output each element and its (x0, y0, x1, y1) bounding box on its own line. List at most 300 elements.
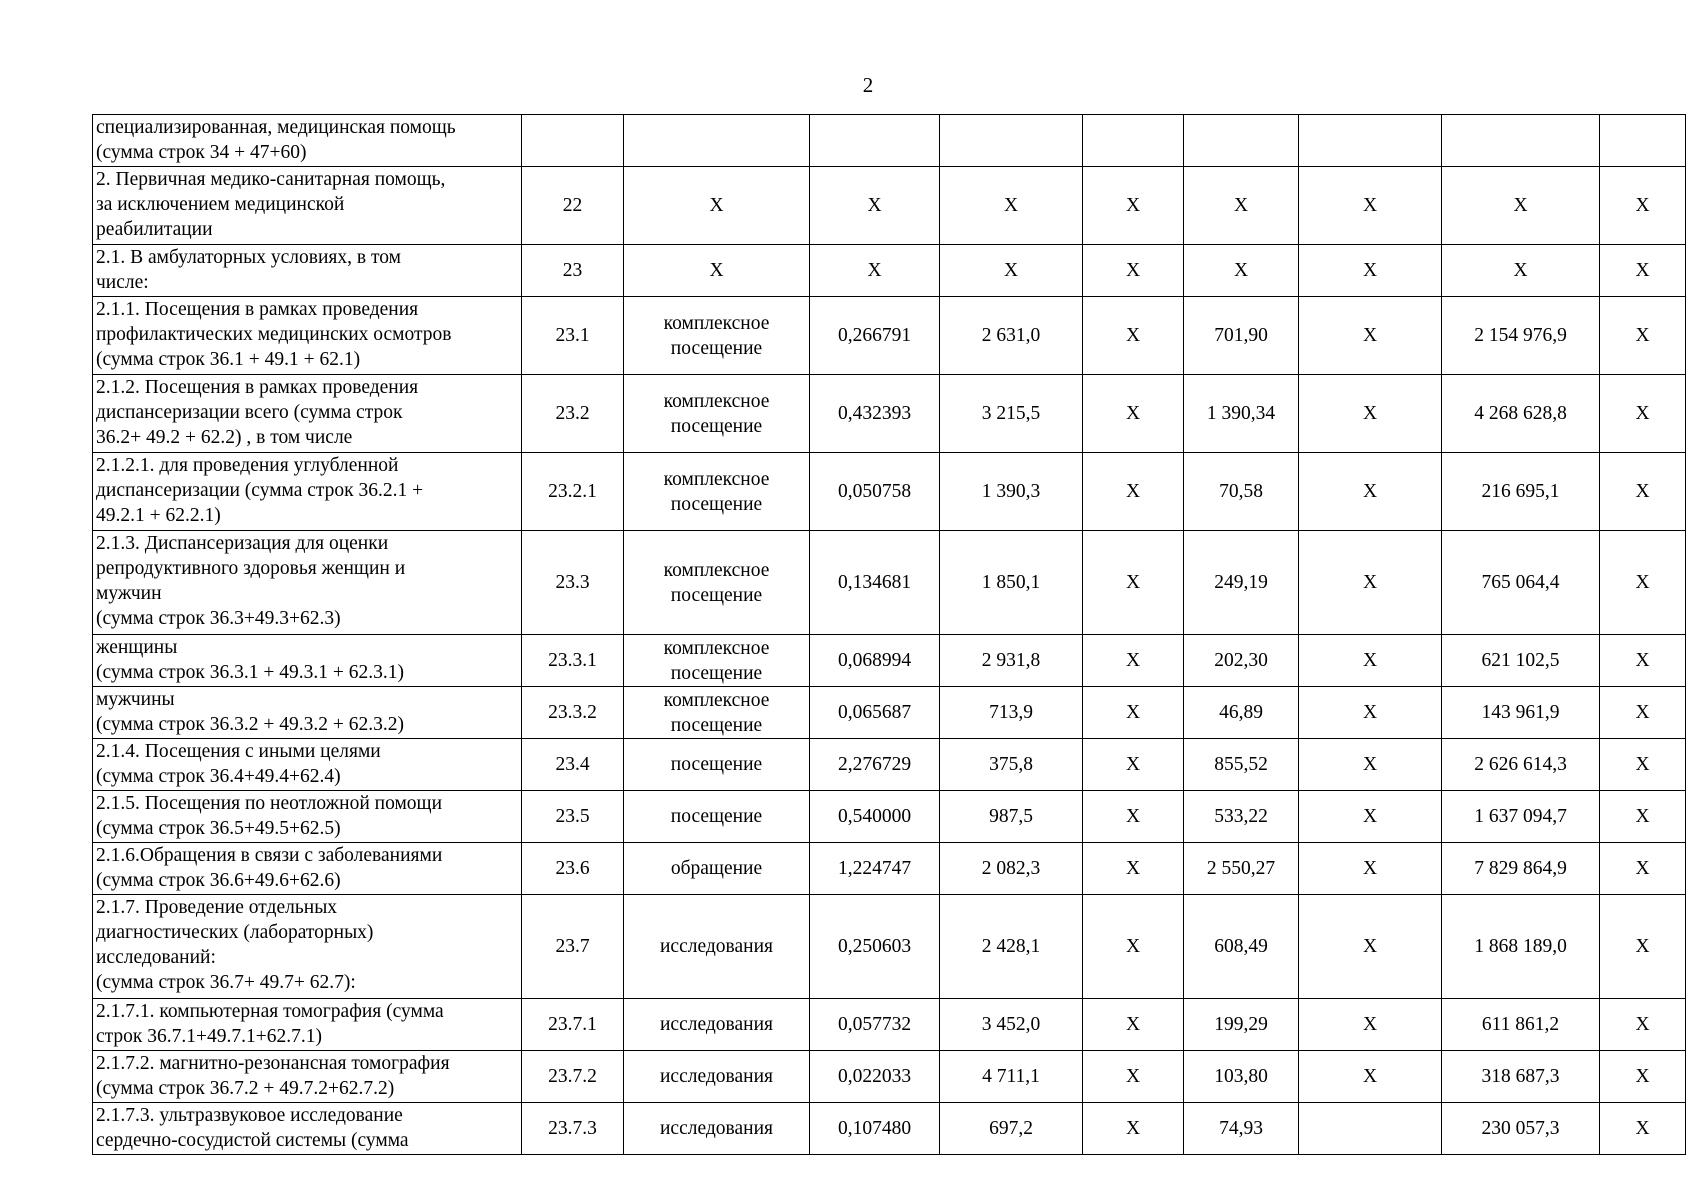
row-unit: комплексное посещение (663, 559, 770, 606)
row-code: 23.7.2 (548, 1066, 597, 1087)
row-value-4: 2 082,3 (981, 858, 1041, 879)
row-value-8: 765 064,4 (1481, 572, 1560, 593)
row-code-cell (522, 1103, 624, 1155)
row-value-6: 533,22 (1214, 806, 1268, 827)
row-value-9: Х (1635, 1014, 1650, 1035)
row-code-cell (522, 1051, 624, 1103)
row-value-6: 74,93 (1219, 1118, 1263, 1139)
row-code: 23.5 (555, 806, 590, 827)
row-unit: исследования (660, 1014, 773, 1035)
row-code-cell (522, 895, 624, 999)
row-value-4-cell (940, 245, 1083, 297)
row-name: 2.1.7.1. компьютерная томография (сумма строк 36.7.1+49.7.1+62.7.1) (96, 1001, 444, 1047)
row-value-8-cell (1442, 115, 1600, 167)
row-value-5-cell (1083, 245, 1184, 297)
row-value-5-cell (1083, 999, 1184, 1051)
row-value-3: 0,057732 (837, 1014, 912, 1035)
row-value-7: Х (1362, 1066, 1378, 1087)
row-value-6-cell (1184, 245, 1299, 297)
row-unit: обращение (670, 858, 763, 879)
row-unit: посещение (670, 806, 763, 827)
row-value-7: Х (1362, 858, 1378, 879)
row-unit-cell (624, 453, 810, 531)
table-row (93, 739, 1686, 791)
row-value-4: 1 390,3 (981, 481, 1041, 502)
row-value-3-cell (810, 245, 940, 297)
row-value-4: 4 711,1 (982, 1066, 1040, 1087)
row-value-7-cell (1299, 115, 1442, 167)
row-name-cell (93, 843, 522, 895)
row-value-5: Х (1125, 858, 1141, 879)
row-unit-cell (624, 375, 810, 453)
row-value-9-cell (1600, 1051, 1686, 1103)
row-value-3-cell (810, 115, 940, 167)
row-value-9-cell (1600, 739, 1686, 791)
row-value-5: Х (1125, 650, 1141, 671)
row-value-5: Х (1125, 1014, 1141, 1035)
row-value-4-cell (940, 453, 1083, 531)
row-value-8-cell (1442, 739, 1600, 791)
row-unit: исследования (660, 936, 773, 957)
row-unit: исследования (660, 1118, 773, 1139)
row-value-8: 2 154 976,9 (1474, 325, 1567, 346)
row-name: 2.1.1. Посещения в рамках проведения профилактических медицинских осмотров (сумма строк 36.1 + 49.1 + 62.1) (96, 299, 452, 370)
row-unit-cell (624, 895, 810, 999)
row-name-cell (93, 687, 522, 739)
row-value-4-cell (940, 791, 1083, 843)
row-value-8: 7 829 864,9 (1474, 858, 1567, 879)
row-value-7: Х (1362, 806, 1378, 827)
row-value-5: Х (1125, 572, 1141, 593)
row-name: 2.1.7.3. ультразвуковое исследование сердечно-сосудистой системы (сумма (96, 1105, 409, 1151)
row-code: 23 (562, 260, 583, 281)
row-value-3: 0,250603 (837, 936, 912, 957)
row-value-6: 70,58 (1219, 481, 1263, 502)
row-value-4-cell (940, 635, 1083, 687)
row-unit-cell (624, 635, 810, 687)
row-value-3: 2,276729 (837, 754, 912, 775)
row-value-7-cell (1299, 999, 1442, 1051)
row-code: 23.3.2 (548, 702, 597, 723)
row-value-3-cell (810, 999, 940, 1051)
row-value-3: 0,022033 (837, 1066, 912, 1087)
row-value-5-cell (1083, 895, 1184, 999)
row-unit-cell (624, 297, 810, 375)
row-value-4: 713,9 (989, 702, 1033, 723)
row-value-5-cell (1083, 635, 1184, 687)
row-value-6-cell (1184, 1051, 1299, 1103)
table-row (93, 167, 1686, 245)
row-value-3: 1,224747 (837, 858, 912, 879)
row-value-8: 611 861,2 (1481, 1014, 1560, 1035)
row-value-3: 0,065687 (837, 702, 912, 723)
table-row (93, 687, 1686, 739)
row-value-5: Х (1125, 325, 1141, 346)
row-value-5-cell (1083, 843, 1184, 895)
row-value-9-cell (1600, 635, 1686, 687)
row-value-4: 697,2 (989, 1118, 1033, 1139)
row-value-9-cell (1600, 167, 1686, 245)
row-code: 23.6 (555, 858, 590, 879)
row-value-5-cell (1083, 739, 1184, 791)
row-value-4: 2 428,1 (981, 936, 1041, 957)
row-value-6-cell (1184, 635, 1299, 687)
row-value-9-cell (1600, 531, 1686, 635)
row-value-7-cell (1299, 245, 1442, 297)
row-value-3: 0,068994 (837, 650, 912, 671)
row-unit: комплексное посещение (663, 468, 770, 515)
row-value-7-cell (1299, 895, 1442, 999)
row-unit: Х (709, 260, 724, 281)
row-value-3-cell (810, 739, 940, 791)
row-value-8-cell (1442, 297, 1600, 375)
row-value-8-cell (1442, 999, 1600, 1051)
row-value-5: Х (1125, 403, 1141, 424)
row-value-5: Х (1125, 195, 1141, 216)
row-value-6: 202,30 (1214, 650, 1268, 671)
row-value-9: Х (1635, 403, 1650, 424)
row-value-9: Х (1635, 481, 1650, 502)
table-row (93, 635, 1686, 687)
row-name-cell (93, 999, 522, 1051)
row-unit-cell (624, 791, 810, 843)
row-value-8: 216 695,1 (1481, 481, 1560, 502)
row-name-cell (93, 375, 522, 453)
row-name: 2.1.7. Проведение отдельных диагностических (лабораторных) исследований: (сумма строк 36.7+ 49.7+ 62.7): (96, 897, 374, 993)
row-value-7-cell (1299, 791, 1442, 843)
row-value-3-cell (810, 297, 940, 375)
row-name-cell (93, 895, 522, 999)
row-value-8-cell (1442, 245, 1600, 297)
row-value-4: 987,5 (989, 806, 1033, 827)
row-value-9-cell (1600, 791, 1686, 843)
row-value-6-cell (1184, 531, 1299, 635)
row-value-5: Х (1125, 1118, 1141, 1139)
row-unit-cell (624, 245, 810, 297)
row-value-3-cell (810, 167, 940, 245)
row-name-cell (93, 739, 522, 791)
row-value-6-cell (1184, 895, 1299, 999)
row-value-5: Х (1125, 936, 1141, 957)
row-value-6-cell (1184, 1103, 1299, 1155)
row-value-5-cell (1083, 791, 1184, 843)
table-row (93, 843, 1686, 895)
row-name: 2. Первичная медико-санитарная помощь, за исключением медицинской реабилитации (96, 169, 446, 240)
row-value-7: Х (1362, 260, 1378, 281)
row-value-9-cell (1600, 895, 1686, 999)
row-value-7-cell (1299, 297, 1442, 375)
table-row (93, 999, 1686, 1051)
row-value-6: 249,19 (1214, 572, 1268, 593)
row-name-cell (93, 531, 522, 635)
row-name-cell (93, 791, 522, 843)
row-code-cell (522, 687, 624, 739)
table-row (93, 115, 1686, 167)
row-value-4-cell (940, 297, 1083, 375)
row-value-7-cell (1299, 635, 1442, 687)
row-value-5: Х (1125, 481, 1141, 502)
row-value-4: 1 850,1 (981, 572, 1041, 593)
row-unit: посещение (670, 754, 763, 775)
row-code-cell (522, 739, 624, 791)
row-value-4-cell (940, 843, 1083, 895)
row-value-6-cell (1184, 167, 1299, 245)
row-value-8: 4 268 628,8 (1474, 403, 1567, 424)
row-value-3: 0,540000 (837, 806, 912, 827)
row-value-7: Х (1362, 702, 1378, 723)
row-value-8-cell (1442, 531, 1600, 635)
row-value-3-cell (810, 375, 940, 453)
row-unit: комплексное посещение (663, 689, 770, 736)
row-code-cell (522, 375, 624, 453)
row-name: 2.1. В амбулаторных условиях, в том числе: (96, 247, 401, 293)
row-value-7: Х (1362, 481, 1378, 502)
table-row (93, 1103, 1686, 1155)
row-value-9: Х (1635, 858, 1650, 879)
row-value-9-cell (1600, 297, 1686, 375)
row-value-6-cell (1184, 687, 1299, 739)
row-value-9-cell (1600, 453, 1686, 531)
row-value-8: Х (1513, 195, 1528, 216)
row-name: мужчины (сумма строк 36.3.2 + 49.3.2 + 62.3.2) (96, 689, 404, 735)
row-value-8-cell (1442, 167, 1600, 245)
row-value-9: Х (1635, 195, 1650, 216)
row-value-7-cell (1299, 843, 1442, 895)
row-value-6: 103,80 (1214, 1066, 1268, 1087)
row-value-9-cell (1600, 687, 1686, 739)
row-value-4-cell (940, 1103, 1083, 1155)
table-row (93, 531, 1686, 635)
table-row (93, 245, 1686, 297)
row-value-6-cell (1184, 739, 1299, 791)
row-value-5: Х (1125, 1066, 1141, 1087)
row-value-9-cell (1600, 1103, 1686, 1155)
row-name: 2.1.6.Обращения в связи с заболеваниями (сумма строк 36.6+49.6+62.6) (96, 845, 443, 891)
row-value-3-cell (810, 1103, 940, 1155)
row-value-8: 143 961,9 (1481, 702, 1560, 723)
row-value-9-cell (1600, 999, 1686, 1051)
row-name-cell (93, 115, 522, 167)
row-value-6: 199,29 (1214, 1014, 1268, 1035)
row-value-8: 2 626 614,3 (1474, 754, 1567, 775)
row-value-6-cell (1184, 791, 1299, 843)
row-unit: комплексное посещение (663, 390, 770, 437)
row-value-4: 375,8 (989, 754, 1033, 775)
row-value-3-cell (810, 453, 940, 531)
row-value-7: Х (1362, 1014, 1378, 1035)
row-value-7: Х (1362, 754, 1378, 775)
row-value-8-cell (1442, 635, 1600, 687)
row-value-4-cell (940, 999, 1083, 1051)
row-value-6: 46,89 (1219, 702, 1263, 723)
row-value-9-cell (1600, 115, 1686, 167)
row-value-7-cell (1299, 375, 1442, 453)
row-value-8-cell (1442, 895, 1600, 999)
row-code: 23.1 (555, 325, 590, 346)
row-code-cell (522, 245, 624, 297)
row-name-cell (93, 1051, 522, 1103)
row-value-5: Х (1125, 702, 1141, 723)
row-value-9: Х (1635, 702, 1650, 723)
row-value-7-cell (1299, 1051, 1442, 1103)
page-number: 2 (862, 73, 874, 97)
row-value-8: 230 057,3 (1481, 1118, 1560, 1139)
row-value-4: 2 931,8 (981, 650, 1041, 671)
row-value-3: 0,107480 (837, 1118, 912, 1139)
row-unit-cell (624, 167, 810, 245)
row-value-5-cell (1083, 1051, 1184, 1103)
row-value-8-cell (1442, 375, 1600, 453)
row-value-4-cell (940, 895, 1083, 999)
row-value-9: Х (1635, 325, 1650, 346)
row-value-4-cell (940, 739, 1083, 791)
row-value-4: Х (1003, 260, 1019, 281)
row-code-cell (522, 843, 624, 895)
row-value-3: 0,432393 (837, 403, 912, 424)
row-unit: Х (709, 195, 724, 216)
row-value-9-cell (1600, 375, 1686, 453)
row-code-cell (522, 635, 624, 687)
row-value-5-cell (1083, 375, 1184, 453)
row-value-7: Х (1362, 195, 1378, 216)
row-value-9: Х (1635, 260, 1650, 281)
row-unit-cell (624, 687, 810, 739)
row-value-6-cell (1184, 297, 1299, 375)
row-code: 23.4 (555, 754, 590, 775)
row-code-cell (522, 115, 624, 167)
row-value-3-cell (810, 1051, 940, 1103)
row-name-cell (93, 1103, 522, 1155)
row-value-4: 2 631,0 (981, 325, 1041, 346)
row-value-4-cell (940, 531, 1083, 635)
row-value-9-cell (1600, 843, 1686, 895)
row-value-3: 0,266791 (837, 325, 912, 346)
row-value-9: Х (1635, 936, 1650, 957)
row-value-8-cell (1442, 1051, 1600, 1103)
row-value-7-cell (1299, 531, 1442, 635)
row-code: 23.7.1 (548, 1014, 597, 1035)
row-value-4-cell (940, 375, 1083, 453)
row-name-cell (93, 297, 522, 375)
row-value-8-cell (1442, 453, 1600, 531)
row-value-7: Х (1362, 650, 1378, 671)
row-unit-cell (624, 999, 810, 1051)
row-value-4-cell (940, 115, 1083, 167)
row-name: 2.1.5. Посещения по неотложной помощи (сумма строк 36.5+49.5+62.5) (96, 793, 443, 839)
row-code: 23.2.1 (548, 481, 597, 502)
row-value-9: Х (1635, 572, 1650, 593)
row-unit: исследования (660, 1066, 773, 1087)
row-code: 23.7.3 (548, 1118, 597, 1139)
row-value-3: 0,134681 (837, 572, 912, 593)
row-value-5-cell (1083, 167, 1184, 245)
row-value-3-cell (810, 687, 940, 739)
row-value-3-cell (810, 635, 940, 687)
row-value-3: Х (867, 195, 882, 216)
row-value-8: 1 637 094,7 (1474, 806, 1567, 827)
row-value-6: 608,49 (1214, 936, 1268, 957)
row-value-6-cell (1184, 375, 1299, 453)
row-code-cell (522, 791, 624, 843)
row-name-cell (93, 245, 522, 297)
row-value-5-cell (1083, 531, 1184, 635)
row-name: 2.1.7.2. магнитно-резонансная томография (сумма строк 36.7.2 + 49.7.2+62.7.2) (96, 1053, 450, 1099)
row-value-8-cell (1442, 687, 1600, 739)
row-value-7-cell (1299, 739, 1442, 791)
row-unit-cell (624, 739, 810, 791)
row-value-3-cell (810, 791, 940, 843)
row-value-9: Х (1635, 1118, 1650, 1139)
table-row (93, 1051, 1686, 1103)
row-value-9: Х (1635, 806, 1650, 827)
row-value-3-cell (810, 843, 940, 895)
row-value-6-cell (1184, 999, 1299, 1051)
row-name: 2.1.3. Диспансеризация для оценки репродуктивного здоровья женщин и мужчин (сумма строк 36.3+49.3+62.3) (96, 533, 406, 629)
row-value-7-cell (1299, 687, 1442, 739)
row-value-3: 0,050758 (837, 481, 912, 502)
row-value-4: 3 215,5 (981, 403, 1041, 424)
row-value-4-cell (940, 1051, 1083, 1103)
row-value-8: 621 102,5 (1481, 650, 1560, 671)
row-name: 2.1.2. Посещения в рамках проведения диспансеризации всего (сумма строк 36.2+ 49.2 + 62.2) , в том числе (96, 377, 419, 448)
row-value-5-cell (1083, 687, 1184, 739)
table-row (93, 791, 1686, 843)
row-value-6-cell (1184, 115, 1299, 167)
row-value-7-cell (1299, 453, 1442, 531)
row-unit: комплексное посещение (663, 637, 770, 684)
row-name: женщины (сумма строк 36.3.1 + 49.3.1 + 62.3.1) (96, 637, 404, 683)
row-value-8: Х (1513, 260, 1528, 281)
row-value-7: Х (1362, 936, 1378, 957)
row-code: 23.3 (555, 572, 590, 593)
row-code: 23.3.1 (548, 650, 597, 671)
row-value-4: Х (1003, 195, 1019, 216)
row-value-8-cell (1442, 843, 1600, 895)
row-unit-cell (624, 1103, 810, 1155)
row-value-3: Х (867, 260, 882, 281)
row-value-5-cell (1083, 1103, 1184, 1155)
row-code-cell (522, 531, 624, 635)
row-value-5: Х (1125, 260, 1141, 281)
row-value-6: Х (1233, 260, 1249, 281)
row-value-3-cell (810, 531, 940, 635)
row-value-5-cell (1083, 453, 1184, 531)
row-value-4-cell (940, 687, 1083, 739)
row-value-9: Х (1635, 1066, 1650, 1087)
row-value-9: Х (1635, 650, 1650, 671)
row-value-9: Х (1635, 754, 1650, 775)
row-name: 2.1.2.1. для проведения углубленной диспансеризации (сумма строк 36.2.1 + 49.2.1 + 62.2.1) (96, 455, 424, 526)
table-row (93, 895, 1686, 999)
row-value-4: 3 452,0 (981, 1014, 1041, 1035)
row-code-cell (522, 999, 624, 1051)
row-value-5: Х (1125, 754, 1141, 775)
row-value-6: 1 390,34 (1206, 403, 1276, 424)
row-value-6-cell (1184, 843, 1299, 895)
table-row (93, 297, 1686, 375)
row-unit-cell (624, 115, 810, 167)
row-name-cell (93, 453, 522, 531)
row-value-6: 701,90 (1214, 325, 1268, 346)
row-value-5-cell (1083, 297, 1184, 375)
row-value-6-cell (1184, 453, 1299, 531)
row-value-5: Х (1125, 806, 1141, 827)
row-name: 2.1.4. Посещения с иными целями (сумма строк 36.4+49.4+62.4) (96, 741, 381, 787)
row-value-7-cell (1299, 167, 1442, 245)
row-code: 23.2 (555, 403, 590, 424)
row-name: специализированная, медицинская помощь (сумма строк 34 + 47+60) (96, 117, 456, 163)
row-value-9-cell (1600, 245, 1686, 297)
